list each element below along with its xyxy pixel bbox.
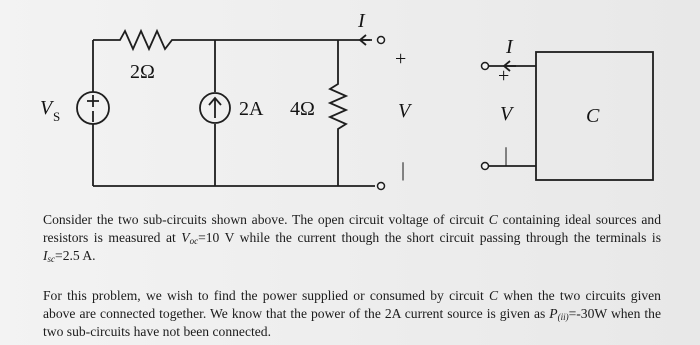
terminal-voltage-label-left: V — [398, 100, 411, 122]
left-subcircuit — [40, 10, 413, 190]
voc-symbol: V — [181, 230, 190, 245]
p2-text-a: For this problem, we wish to find the power supplied or consumed by circuit — [43, 288, 490, 303]
terminal-minus-right: | — [504, 144, 509, 166]
p1-text-b: containing ideal sources and resistors is measured at — [43, 212, 661, 245]
top-terminal-left — [378, 37, 385, 44]
resistor-4ohm-label: 4Ω — [290, 98, 315, 120]
problem-paragraph-2 — [43, 287, 661, 341]
p2-circuit-name: C — [489, 288, 499, 303]
current-source-arrow — [209, 98, 221, 118]
right-subcircuit — [482, 36, 654, 180]
isc-subscript: sc — [47, 254, 56, 264]
voltage-label-right: V — [500, 103, 513, 125]
p2-text-c: =-30W when the two sub-circuits have not been connected. — [43, 306, 661, 339]
voltage-source-polarity — [87, 95, 99, 122]
p1-text-d: =2.5 A. — [55, 248, 96, 263]
isc-symbol: I — [43, 248, 48, 263]
p2-text-b: when the two circuits given above are connected together. We know that the power of the 2A current source is given as — [43, 288, 661, 321]
bottom-terminal-right — [482, 163, 489, 170]
terminal-minus-left: | — [401, 159, 406, 181]
bottom-terminal-left — [378, 183, 385, 190]
source-voltage-symbol: V — [40, 97, 53, 119]
current-label-left: I — [358, 10, 365, 32]
p1-text-c: =10 V while the current though the short circuit passing through the terminals is — [198, 230, 662, 245]
resistor-2ohm-label: 2Ω — [130, 61, 155, 83]
terminal-plus-left: + — [395, 48, 407, 70]
source-voltage-subscript: S — [53, 109, 61, 124]
top-wire-left — [93, 31, 372, 49]
top-terminal-right — [482, 63, 489, 70]
voc-subscript: oc — [189, 236, 199, 246]
power-subscript: (ii) — [557, 312, 569, 322]
problem-paragraph-1 — [43, 211, 661, 265]
terminal-plus-right: + — [498, 65, 510, 87]
p1-text-a: Consider the two sub-circuits shown above. The open circuit voltage of circuit — [43, 212, 489, 227]
power-symbol: P — [549, 306, 558, 321]
resistor-4ohm-branch — [330, 40, 346, 186]
current-label-right: I — [506, 36, 513, 58]
p1-circuit-name: C — [488, 212, 498, 227]
current-source-label: 2A — [239, 98, 264, 120]
circuit-c-label: C — [586, 105, 600, 127]
